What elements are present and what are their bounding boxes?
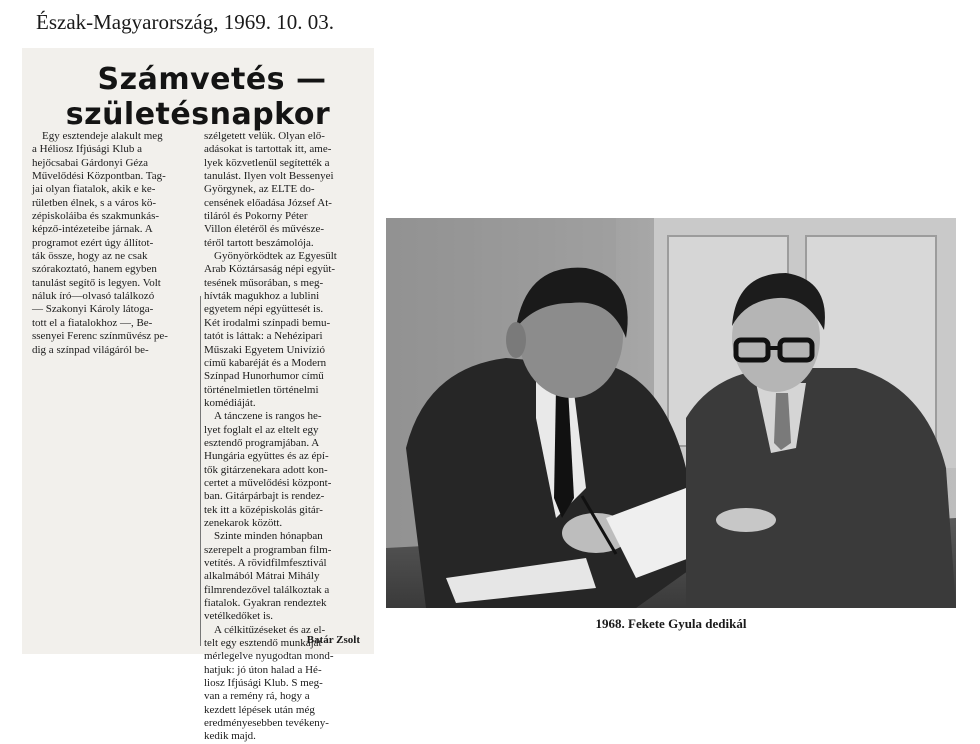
article-title-line-2: születésnapkor	[65, 97, 331, 132]
article-line: tatót is láttak: a Nehézipari	[204, 330, 323, 343]
article-line: Szinte minden hónapban	[214, 530, 323, 543]
article-line: vetélkedőket is.	[204, 610, 274, 623]
article-column-left	[32, 130, 198, 357]
article-line: szélgetett velük. Olyan elő-	[204, 130, 325, 142]
article-line: hívták magukhoz a lublini	[204, 290, 320, 303]
article-line: fiatalok. Gyakran rendeztek	[204, 597, 327, 610]
article-line: programot ezért úgy állítot-	[32, 236, 154, 249]
article-line: zenekarok között.	[204, 516, 283, 529]
article-line: eredményesebben tevékeny-	[204, 717, 329, 730]
article-line: Két irodalmi színpadi bemu-	[204, 316, 331, 329]
article-line: A célkitűzéseket és az el-	[214, 623, 326, 636]
article-line: történelmietlen történelmi	[204, 383, 319, 396]
article-line: esztendő programjában. A	[204, 436, 320, 449]
article-line: Arab Köztársaság népi együt-	[204, 263, 336, 276]
article-line: tek itt a középiskolás gitár-	[204, 503, 323, 516]
article-line: a Héliosz Ifjúsági Klub a	[32, 143, 142, 156]
article-line: tott el a fiatalokhoz —, Be-	[32, 316, 153, 329]
article-line: komédiáját.	[204, 396, 256, 409]
article-line: vetítés. A rövidfilmfesztivál	[204, 557, 327, 569]
article-line: lyet foglalt el az eltelt egy	[204, 423, 319, 436]
article-line: tesének műsorában, s meg-	[204, 276, 324, 289]
article-line: Műszaki Egyetem Univízió	[204, 343, 325, 356]
article-line: egyetem népi együttesét is.	[204, 303, 324, 316]
newspaper-clipping	[22, 48, 374, 743]
article-line: hejőcsabai Gárdonyi Géza	[32, 156, 149, 169]
article-line: A tánczene is rangos he-	[214, 410, 322, 423]
article-line: telt egy esztendő munkáját	[204, 637, 322, 650]
article-line: szórakoztató, hanem egyben	[32, 263, 157, 276]
article-line: hatjuk: jó úton halad a Hé-	[204, 663, 322, 676]
article-line: kezdett lépések után még	[204, 703, 315, 716]
article-line: tiláról és Pokorny Péter	[204, 210, 308, 223]
article-line: tanulást. Ilyen volt Bessenyei	[204, 170, 334, 183]
article-line: ban. Gitárpárbajt is rendez-	[204, 490, 325, 503]
article-title-line-1: Számvetés —	[97, 62, 327, 97]
article-line: Gyönyörködtek az Egyesült	[214, 250, 337, 263]
article-line: kedik majd.	[204, 730, 256, 743]
article-line: Egy esztendeje alakult meg	[42, 130, 163, 142]
article-line: képző-intézeteibe járnak. A	[32, 223, 153, 236]
article-line: jai olyan fiatalok, akik e ke-	[32, 183, 156, 196]
article-line: mérlegelve nyugodtan mond-	[204, 650, 334, 663]
article-line: van a remény rá, hogy a	[204, 690, 310, 703]
article-column-right	[204, 130, 366, 744]
article-line: Művelődési Központban. Tag-	[32, 170, 166, 183]
article-signature: Batár Zsolt	[306, 634, 360, 646]
article-line: rületben élnek, s a város kö-	[32, 196, 157, 209]
photo-caption: 1968. Fekete Gyula dedikál	[595, 616, 747, 631]
article-line: zépiskoláiba és szakmunkás-	[32, 210, 160, 223]
article-line: náluk író—olvasó találkozó	[32, 290, 155, 303]
article-line: filmrendezővel találkoztak a	[204, 583, 330, 596]
article-line: Színpad Hunorhumor című	[204, 370, 324, 383]
article-line: Villon életéről és művésze-	[204, 223, 324, 236]
source-line: Észak-Magyarország, 1969. 10. 03.	[36, 10, 334, 34]
article-line: alkalmából Mátrai Mihály	[204, 570, 320, 583]
article-line: certet a művelődési központ-	[204, 476, 332, 489]
article-line: dig a színpad világáról be-	[32, 343, 149, 356]
photograph	[386, 218, 956, 608]
article-line: szerepelt a programban film-	[204, 543, 332, 556]
article-line: tanulást segítő is legyen. Volt	[32, 276, 161, 289]
article-line: tők gitárzenekara adott kon-	[204, 463, 328, 476]
article-line: Györgynek, az ELTE do-	[204, 183, 315, 196]
article-line: Hungária együttes és az épí-	[204, 450, 329, 463]
article-title	[22, 62, 374, 132]
photo-illustration	[386, 218, 956, 608]
article-line: ták össze, hogy az ne csak	[32, 250, 148, 263]
article-line: téről tartott beszámolója.	[204, 236, 314, 249]
article-line: ssenyei Ferenc színművész pe-	[32, 330, 168, 343]
article-line: című kabaréját és a Modern	[204, 356, 327, 369]
column-divider	[200, 296, 201, 646]
article-line: — Szakonyi Károly látoga-	[32, 303, 154, 316]
article-line: censének előadása József At-	[204, 196, 332, 209]
article-line: lyek közvetlenül segítették a	[204, 156, 330, 169]
article-line: adásokat is tartottak itt, ame-	[204, 143, 332, 156]
article-line: liosz Ifjúsági Klub. S meg-	[204, 677, 323, 690]
